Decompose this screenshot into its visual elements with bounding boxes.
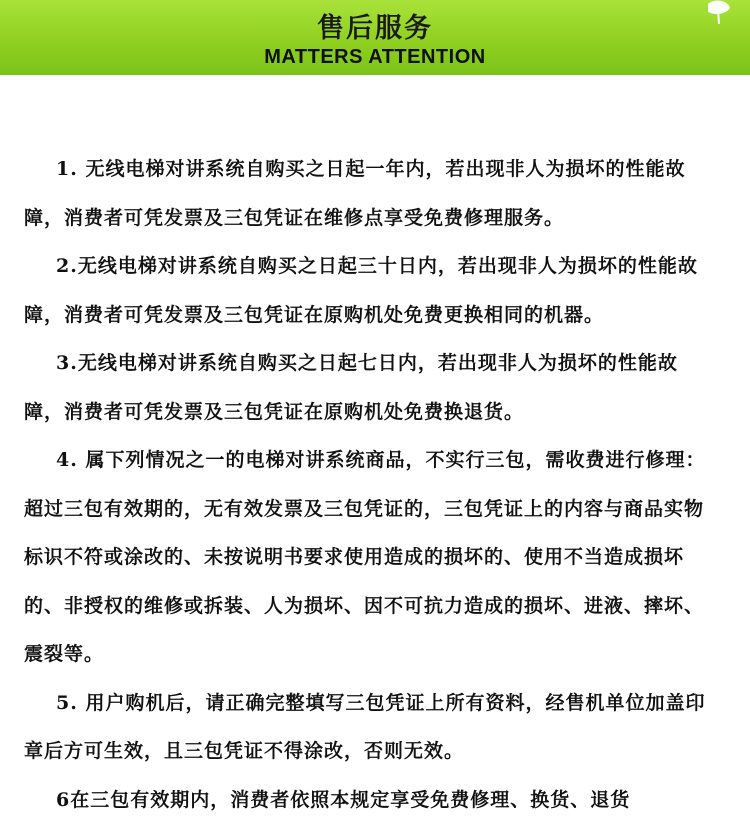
page-title: 售后服务 <box>317 13 433 44</box>
leaf-icon <box>704 0 732 26</box>
page-subtitle: MATTERS ATTENTION <box>264 46 486 68</box>
term-paragraph-3: 3.无线电梯对讲系统自购买之日起七日内，若出现非人为损坏的性能故障，消费者可凭发票及三包凭证在原购机处免费换退货。 <box>24 352 678 423</box>
after-sales-terms <box>24 145 716 824</box>
term-paragraph-4: 4. 属下列情况之一的电梯对讲系统商品，不实行三包，需收费进行修理：超过三包有效期的，无有效发票及三包凭证的，三包凭证上的内容与商品实物标识不符或涂改的、未按说明书要求使用造成的损坏的、使用不当造成损坏的、非授权的维修或拆装、人为损坏、因不可抗力造成的损坏、进液、摔坏、震裂等。 <box>24 449 706 665</box>
term-paragraph-5: 5. 用户购机后，请正确完整填写三包凭证上所有资料，经售机单位加盖印章后方可生效，且三包凭证不得涂改，否则无效。 <box>24 691 706 762</box>
term-paragraph-6: 6在三包有效期内，消费者依照本规定享受免费修理、换货、退货 <box>56 788 631 811</box>
term-paragraph-1: 1. 无线电梯对讲系统自购买之日起一年内，若出现非人为损坏的性能故障，消费者可凭发票及三包凭证在维修点享受免费修理服务。 <box>24 158 686 229</box>
header-banner <box>0 0 750 75</box>
term-paragraph-2: 2.无线电梯对讲系统自购买之日起三十日内，若出现非人为损坏的性能故障，消费者可凭发票及三包凭证在原购机处免费更换相同的机器。 <box>24 255 698 326</box>
